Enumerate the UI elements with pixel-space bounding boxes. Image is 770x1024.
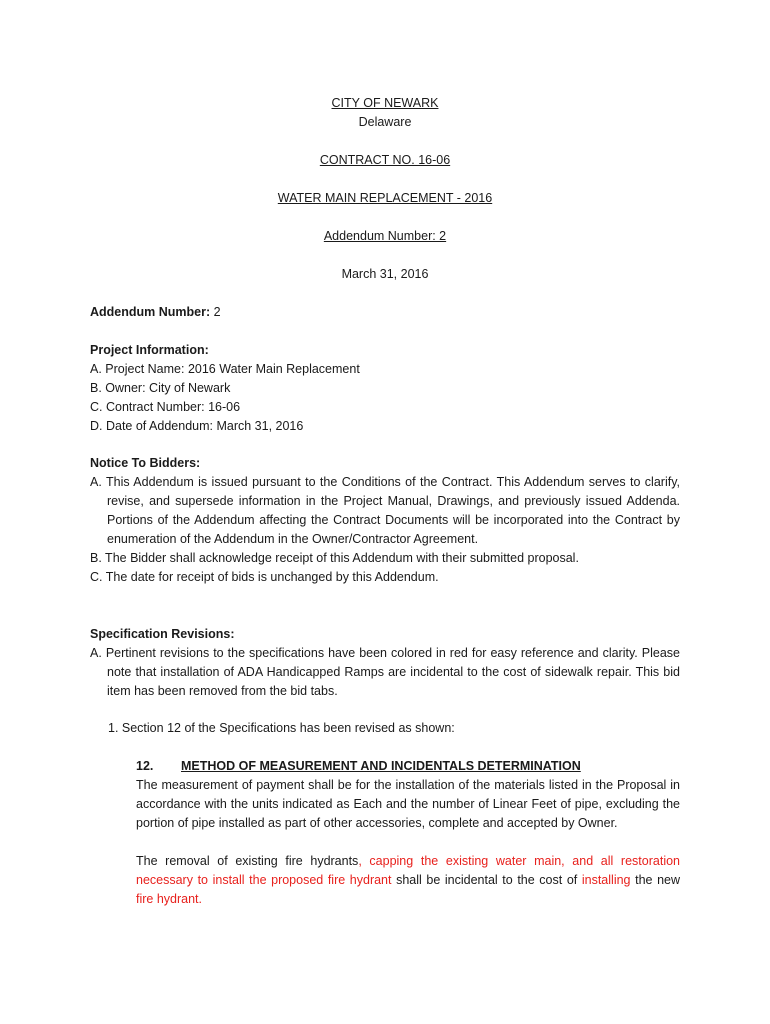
spec-item-1-text: 1. Section 12 of the Specifications has been revised as shown: [108,721,455,735]
notice-to-bidders-section [90,454,680,587]
addendum-number-label: Addendum Number: [90,305,211,319]
specification-revisions-section [90,625,680,701]
date-block [0,265,770,284]
contract-number: CONTRACT NO. 16-06 [319,153,451,167]
document-header [0,94,770,132]
section-number: 12. [136,759,154,773]
project-info-item: B. Owner: City of Newark [90,381,231,395]
revised-text-red: installing [581,873,631,887]
addendum-title: Addendum Number: 2 [323,229,447,243]
project-title: WATER MAIN REPLACEMENT - 2016 [277,191,493,205]
notice-item-a: A. This Addendum is issued pursuant to the Conditions of the Contract. This Addendum serves to clarify, revise, and supersede information in the Project Manual, Drawings, and previously issued Addenda. Portions of the Addendum affecting the Contract Documents will be incorporated into the Contract by enumeration of the Addendum in the Owner/Contractor Agreement. [90,475,680,546]
addendum-number-value: 2 [210,305,221,319]
spec-heading: Specification Revisions: [90,627,235,641]
addendum-number-line [90,303,680,322]
state-title: Delaware [358,115,412,129]
section-title: METHOD OF MEASUREMENT AND INCIDENTALS DETERMINATION [181,759,581,773]
paragraph-2-text: the new [630,873,680,887]
notice-heading: Notice To Bidders: [90,456,201,470]
revised-text-red: fire hydrant. [136,892,203,906]
project-information-section [90,341,680,436]
city-title: CITY OF NEWARK [331,96,439,110]
document-date: March 31, 2016 [341,267,429,281]
spec-item-a: A. Pertinent revisions to the specifications have been colored in red for easy reference and clarity. Please note that installation of ADA Handicapped Ramps are incidental to the cost of sidewalk repair. This bid item has been removed from the bid tabs. [90,646,680,698]
contract-block [0,151,770,170]
paragraph-2-text: shall be incidental to the cost of [391,873,582,887]
notice-item-c: C. The date for receipt of bids is unchanged by this Addendum. [90,570,439,584]
revised-text-red: , capping the existing water main, and all restoration necessary to install the proposed fire hydrant [136,854,680,887]
section-12-paragraph-2 [136,852,680,909]
project-information-heading: Project Information: [90,343,209,357]
addendum-block [0,227,770,246]
project-block [0,189,770,208]
project-info-item: D. Date of Addendum: March 31, 2016 [90,419,304,433]
project-info-item: C. Contract Number: 16-06 [90,400,241,414]
section-12-block [136,757,680,909]
section-12-paragraph-1: The measurement of payment shall be for the installation of the materials listed in the Proposal in accordance with the units indicated as Each and the number of Linear Feet of pipe, excluding the portion of pipe installed as part of other accessories, complete and accepted by Owner. [136,778,680,830]
project-info-item: A. Project Name: 2016 Water Main Replacement [90,362,360,376]
section-12-heading [136,757,680,776]
paragraph-2-text: The removal of existing fire hydrants [136,854,359,868]
spec-item-1 [108,719,680,738]
notice-item-b: B. The Bidder shall acknowledge receipt of this Addendum with their submitted proposal. [90,551,579,565]
